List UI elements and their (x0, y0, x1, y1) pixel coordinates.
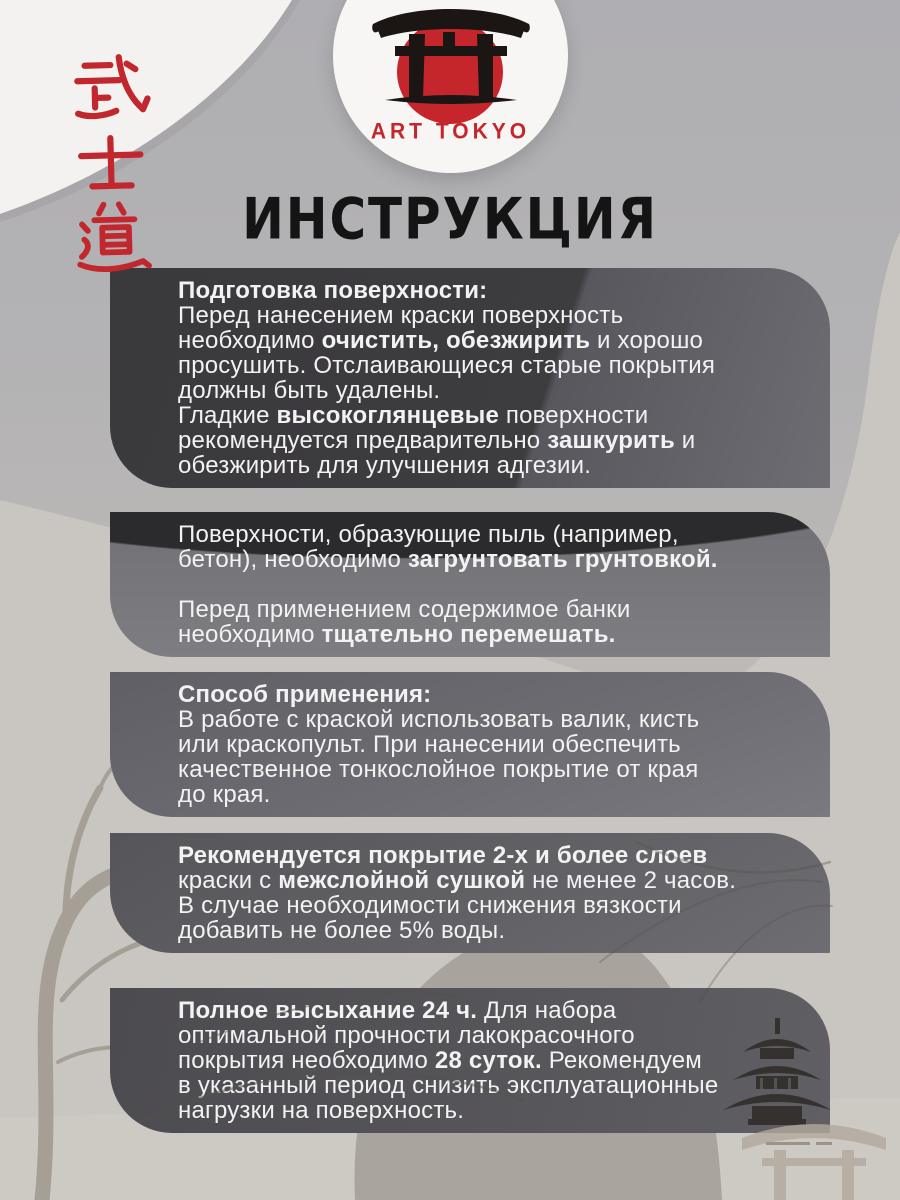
card-line: необходимо очистить, обезжирить и хорошо (178, 327, 704, 354)
card-line (178, 572, 820, 597)
card-line: Подготовка поверхности: (178, 277, 488, 304)
kanji-bu (65, 47, 153, 129)
card-line: краски с межслойной сушкой не менее 2 часов. (178, 867, 737, 894)
card-line: Полное высыхание 24 ч. Для набора (178, 997, 617, 1024)
instruction-card-application-method (110, 672, 830, 817)
card-line: Способ применения: (178, 681, 432, 708)
card-line: в указанный период снизить эксплуатационные (178, 1072, 719, 1099)
card-line: В работе с краской использовать валик, кисть (178, 706, 700, 733)
card-line: оптимальной прочности лакокрасочного (178, 1022, 635, 1049)
instruction-card-layers-recommendation (110, 833, 830, 953)
card-line: покрытия необходимо 28 суток. Рекомендуем (178, 1047, 702, 1074)
page-title: ИНСТРУКЦИЯ (242, 187, 658, 253)
card-line: необходимо тщательно перемешать. (178, 621, 616, 648)
card-line: качественное тонкослойное покрытие от края (178, 756, 699, 783)
card-line: рекомендуется предварительно зашкурить и (178, 427, 696, 454)
card-line: или краскопульт. При нанесении обеспечить (178, 731, 681, 758)
card-line: В случае необходимости снижения вязкости (178, 892, 682, 919)
kanji-shi (67, 129, 155, 195)
instruction-card-surface-preparation (110, 268, 830, 488)
card-line: Перед нанесением краски поверхность (178, 302, 624, 329)
card-line: Поверхности, образующие пыль (например, (178, 521, 679, 548)
instruction-card-priming-and-mixing (110, 512, 830, 657)
card-line: нагрузки на поверхность. (178, 1097, 465, 1124)
instruction-card-drying-time (110, 988, 830, 1133)
card-line: обезжирить для улучшения адгезии. (178, 452, 592, 479)
card-line: до края. (178, 781, 271, 808)
brand-name: ART TOKYO (370, 119, 531, 144)
card-line: просушить. Отслаивающиеся старые покрытия (178, 352, 716, 379)
card-line: добавить не более 5% воды. (178, 917, 506, 944)
torii-icon (371, 2, 531, 112)
card-line: Рекомендуется покрытие 2-х и более слоев (178, 842, 708, 869)
card-line: Перед применением содержимое банки (178, 596, 631, 623)
card-line: должны быть удалены. (178, 377, 441, 404)
card-line: Гладкие высокоглянцевые поверхности (178, 402, 649, 429)
card-line: бетон), необходимо загрунтовать грунтовкой. (178, 546, 718, 573)
